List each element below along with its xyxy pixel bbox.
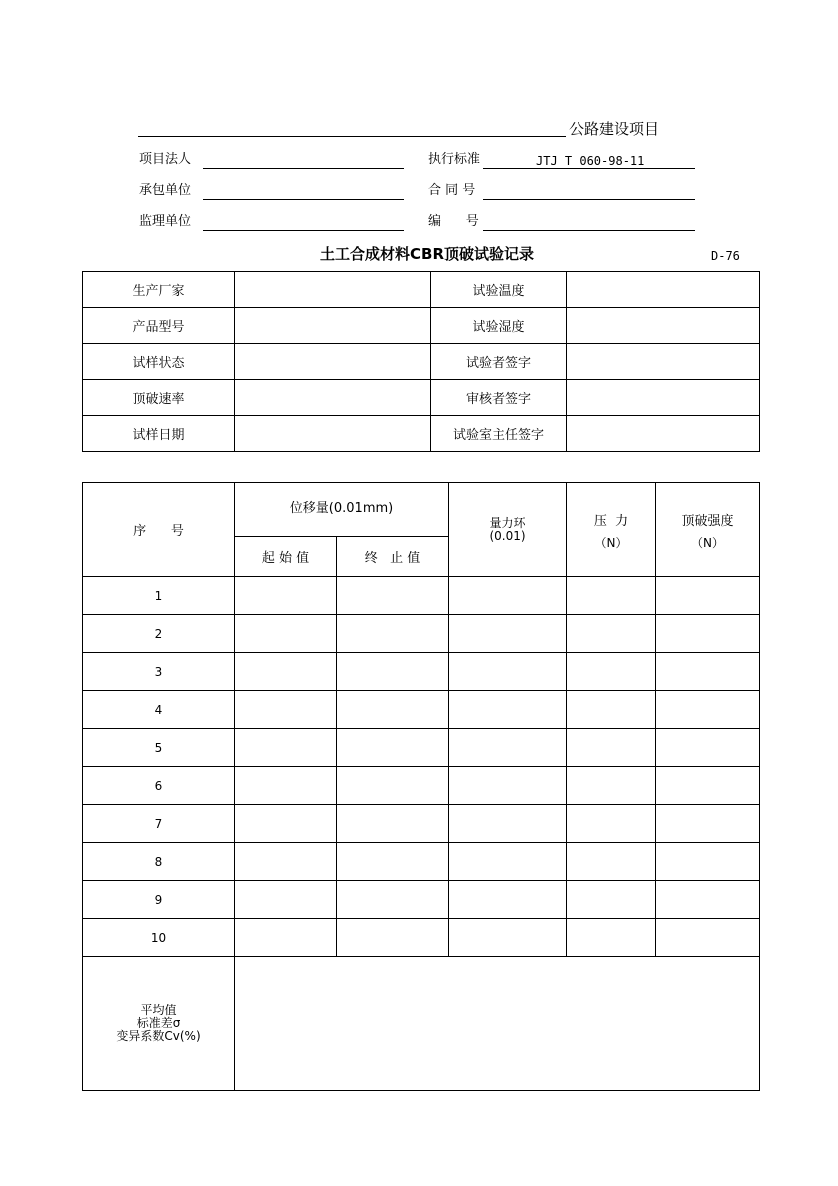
- col-force-header: [567, 483, 656, 577]
- cell-force[interactable]: [567, 805, 656, 843]
- cell-ring[interactable]: [449, 653, 567, 691]
- col-end-header: 终 止 值: [337, 537, 449, 577]
- cell-ring[interactable]: [449, 881, 567, 919]
- info-value-temperature[interactable]: [567, 272, 760, 308]
- col-strength-line1: 顶破强度: [681, 513, 734, 529]
- cell-ring[interactable]: [449, 767, 567, 805]
- data-table: [82, 482, 760, 1091]
- info-label-model: 产品型号: [83, 308, 235, 344]
- cell-strength[interactable]: [656, 805, 760, 843]
- cell-start[interactable]: [235, 729, 337, 767]
- cell-force[interactable]: [567, 881, 656, 919]
- row-seq: 5: [83, 729, 235, 767]
- info-label-rate: 顶破速率: [83, 380, 235, 416]
- row-seq: 1: [83, 577, 235, 615]
- number-field[interactable]: [483, 230, 695, 231]
- info-table: [82, 271, 760, 452]
- row-seq: 7: [83, 805, 235, 843]
- cell-force[interactable]: [567, 615, 656, 653]
- info-label-tester-sign: 试验者签字: [431, 344, 567, 380]
- cell-strength[interactable]: [656, 577, 760, 615]
- info-value-sample-state[interactable]: [235, 344, 431, 380]
- summary-cv: 变异系数Cv(%): [116, 1029, 201, 1043]
- col-disp-header: 位移量(0.01mm): [235, 483, 449, 537]
- cell-start[interactable]: [235, 577, 337, 615]
- summary-value[interactable]: [235, 957, 760, 1091]
- info-value-date[interactable]: [235, 416, 431, 452]
- cell-end[interactable]: [337, 805, 449, 843]
- cell-force[interactable]: [567, 767, 656, 805]
- row-seq: 3: [83, 653, 235, 691]
- info-label-director-sign: 试验室主任签字: [431, 416, 567, 452]
- cell-force[interactable]: [567, 691, 656, 729]
- col-strength-line2: （N）: [691, 535, 724, 550]
- standard-label: 执行标准: [428, 152, 481, 167]
- row-seq: 9: [83, 881, 235, 919]
- legal-person-label: 项目法人: [139, 152, 192, 167]
- row-seq: 8: [83, 843, 235, 881]
- legal-person-field[interactable]: [203, 168, 404, 169]
- cell-strength[interactable]: [656, 615, 760, 653]
- contractor-label: 承包单位: [139, 183, 192, 198]
- info-label-temperature: 试验温度: [431, 272, 567, 308]
- cell-strength[interactable]: [656, 729, 760, 767]
- cell-strength[interactable]: [656, 767, 760, 805]
- project-name-line[interactable]: [138, 136, 566, 137]
- cell-end[interactable]: [337, 843, 449, 881]
- cell-strength[interactable]: [656, 881, 760, 919]
- cell-ring[interactable]: [449, 805, 567, 843]
- cell-start[interactable]: [235, 767, 337, 805]
- row-seq: 4: [83, 691, 235, 729]
- col-force-line2: （N）: [594, 535, 628, 550]
- cell-force[interactable]: [567, 919, 656, 957]
- cell-force[interactable]: [567, 577, 656, 615]
- standard-value: JTJ T 060-98-11: [536, 154, 645, 168]
- cell-end[interactable]: [337, 881, 449, 919]
- cell-start[interactable]: [235, 653, 337, 691]
- cell-end[interactable]: [337, 691, 449, 729]
- cell-end[interactable]: [337, 653, 449, 691]
- cell-end[interactable]: [337, 577, 449, 615]
- row-seq: 2: [83, 615, 235, 653]
- cell-force[interactable]: [567, 843, 656, 881]
- cell-force[interactable]: [567, 729, 656, 767]
- project-suffix: 公路建设项目: [569, 120, 660, 138]
- cell-strength[interactable]: [656, 691, 760, 729]
- info-label-date: 试样日期: [83, 416, 235, 452]
- info-value-director-sign[interactable]: [567, 416, 760, 452]
- info-label-manufacturer: 生产厂家: [83, 272, 235, 308]
- summary-std: 标准差σ: [136, 1016, 181, 1030]
- info-label-reviewer-sign: 审核者签字: [431, 380, 567, 416]
- info-value-reviewer-sign[interactable]: [567, 380, 760, 416]
- col-strength-header: [656, 483, 760, 577]
- cell-force[interactable]: [567, 653, 656, 691]
- info-value-rate[interactable]: [235, 380, 431, 416]
- summary-mean: 平均值: [140, 1003, 177, 1017]
- cell-ring[interactable]: [449, 729, 567, 767]
- info-value-humidity[interactable]: [567, 308, 760, 344]
- col-ring-line1: 量力环: [489, 515, 526, 530]
- cell-strength[interactable]: [656, 653, 760, 691]
- cell-ring[interactable]: [449, 691, 567, 729]
- cell-ring[interactable]: [449, 843, 567, 881]
- cell-end[interactable]: [337, 919, 449, 957]
- info-value-manufacturer[interactable]: [235, 272, 431, 308]
- cell-ring[interactable]: [449, 577, 567, 615]
- contract-no-field[interactable]: [483, 199, 695, 200]
- col-seq-header: 序 号: [83, 483, 235, 577]
- info-value-model[interactable]: [235, 308, 431, 344]
- cell-end[interactable]: [337, 729, 449, 767]
- row-seq: 6: [83, 767, 235, 805]
- col-ring-line2: (0.01): [489, 528, 526, 543]
- cell-ring[interactable]: [449, 919, 567, 957]
- info-value-tester-sign[interactable]: [567, 344, 760, 380]
- contractor-field[interactable]: [203, 199, 404, 200]
- number-label: 编 号: [428, 214, 479, 229]
- form-code: D-76: [711, 249, 740, 263]
- cell-end[interactable]: [337, 615, 449, 653]
- supervisor-field[interactable]: [203, 230, 404, 231]
- cell-start[interactable]: [235, 615, 337, 653]
- cell-end[interactable]: [337, 767, 449, 805]
- cell-strength[interactable]: [656, 919, 760, 957]
- info-label-humidity: 试验湿度: [431, 308, 567, 344]
- cell-start[interactable]: [235, 881, 337, 919]
- cell-start[interactable]: [235, 691, 337, 729]
- cell-strength[interactable]: [656, 843, 760, 881]
- col-start-header: 起 始 值: [235, 537, 337, 577]
- summary-label: [83, 957, 235, 1091]
- cell-start[interactable]: [235, 843, 337, 881]
- info-label-sample-state: 试样状态: [83, 344, 235, 380]
- supervisor-label: 监理单位: [139, 214, 192, 229]
- form-title: 土工合成材料CBR顶破试验记录: [320, 245, 534, 263]
- cell-start[interactable]: [235, 919, 337, 957]
- contract-no-label: 合 同 号: [428, 183, 476, 198]
- col-ring-header: [449, 483, 567, 577]
- cell-start[interactable]: [235, 805, 337, 843]
- row-seq: 10: [83, 919, 235, 957]
- col-force-line1: 压 力: [593, 513, 629, 529]
- cell-ring[interactable]: [449, 615, 567, 653]
